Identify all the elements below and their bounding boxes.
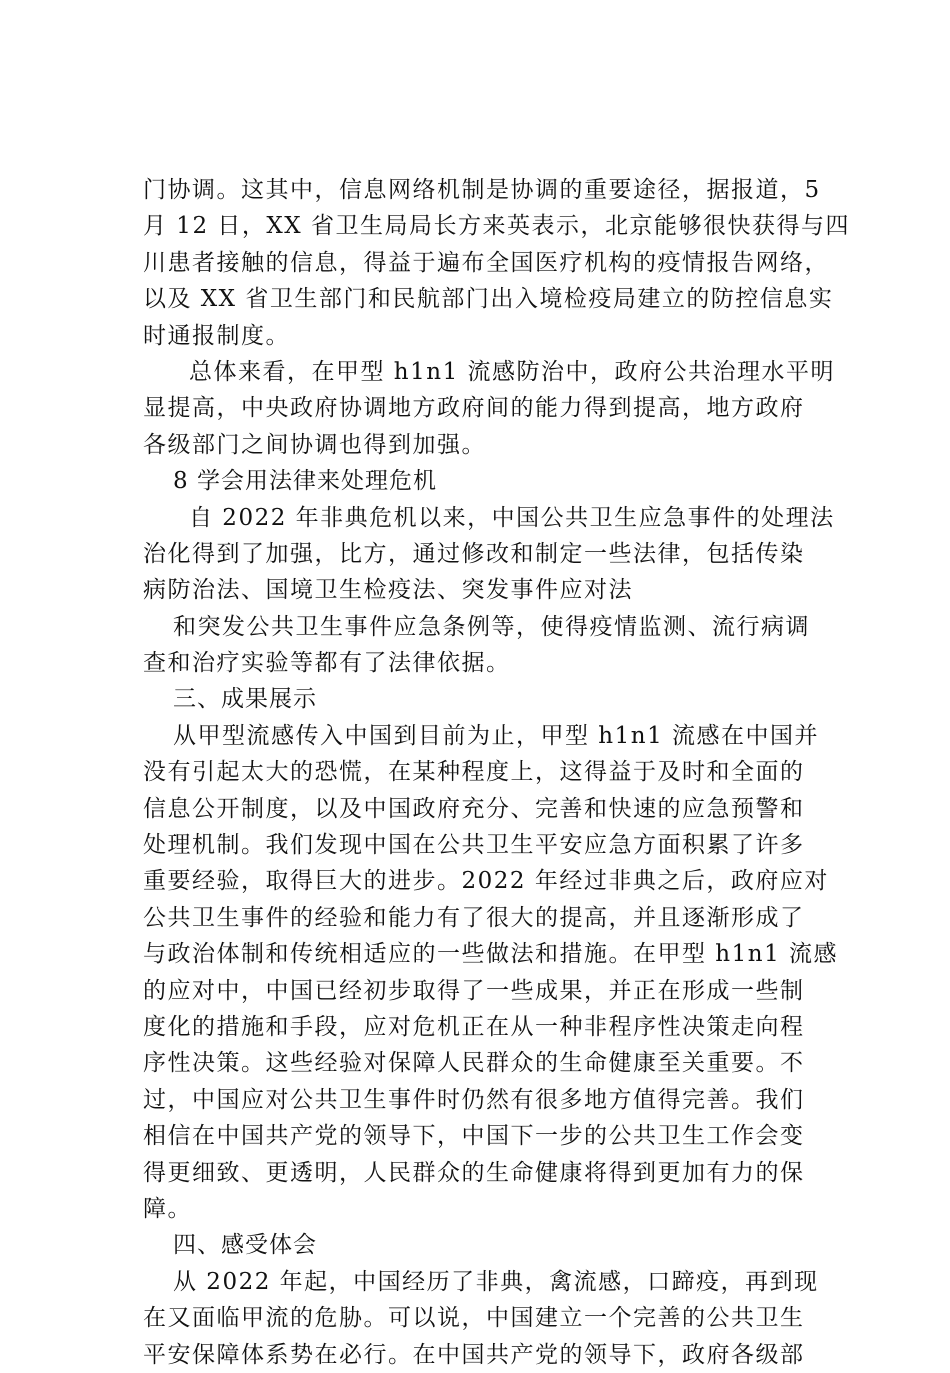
text-line: 从 2022 年起，中国经历了非典，禽流感，口蹄疫，再到现	[173, 1268, 819, 1295]
text-line: 的应对中，中国已经初步取得了一些成果，并正在形成一些制	[143, 977, 805, 1004]
text-line: 从甲型流感传入中国到目前为止，甲型 h1n1 流感在中国并	[173, 722, 820, 749]
text-line: 治化得到了加强，比方，通过修改和制定一些法律，包括传染	[143, 540, 805, 567]
text-line: 显提高，中央政府协调地方政府间的能力得到提高，地方政府	[143, 395, 805, 422]
body-text	[143, 172, 850, 1373]
text-line: 以及 XX 省卫生部门和民航部门出入境检疫局建立的防控信息实	[143, 286, 834, 313]
text-line: 信息公开制度，以及中国政府充分、完善和快速的应急预警和	[143, 795, 805, 822]
text-line: 在又面临甲流的危胁。可以说，中国建立一个完善的公共卫生	[143, 1305, 805, 1332]
text-line: 障。	[143, 1195, 192, 1222]
text-line: 平安保障体系势在必行。在中国共产党的领导下，政府各级部	[143, 1341, 805, 1368]
section-heading: 8 学会用法律来处理危机	[173, 468, 437, 495]
text-line: 自 2022 年非典危机以来，中国公共卫生应急事件的处理法	[189, 504, 835, 531]
text-line: 重要经验，取得巨大的进步。2022 年经过非典之后，政府应对	[143, 868, 829, 895]
text-line: 序性决策。这些经验对保障人民群众的生命健康至关重要。不	[143, 1050, 805, 1077]
text-line: 度化的措施和手段，应对危机正在从一种非程序性决策走向程	[143, 1013, 805, 1040]
text-line: 川患者接触的信息，得益于遍布全国医疗机构的疫情报告网络，	[143, 249, 829, 276]
text-line: 处理机制。我们发现中国在公共卫生平安应急方面积累了许多	[143, 832, 805, 859]
text-line: 各级部门之间协调也得到加强。	[143, 431, 486, 458]
text-line: 月 12 日，XX 省卫生局局长方来英表示，北京能够很快获得与四	[143, 213, 850, 240]
text-line: 相信在中国共产党的领导下，中国下一步的公共卫生工作会变	[143, 1123, 805, 1150]
text-line: 公共卫生事件的经验和能力有了很大的提高，并且逐渐形成了	[143, 904, 805, 931]
text-line: 病防治法、国境卫生检疫法、突发事件应对法	[143, 577, 633, 604]
text-line: 时通报制度。	[143, 322, 290, 349]
text-line: 查和治疗实验等都有了法律依据。	[143, 650, 511, 677]
text-line: 没有引起太大的恐慌，在某种程度上，这得益于及时和全面的	[143, 759, 805, 786]
text-line: 门协调。这其中，信息网络机制是协调的重要途径，据报道，5	[143, 177, 821, 203]
section-heading: 四、感受体会	[173, 1232, 317, 1259]
text-line: 过，中国应对公共卫生事件时仍然有很多地方值得完善。我们	[143, 1086, 805, 1113]
section-heading: 三、成果展示	[173, 686, 317, 713]
text-line: 和突发公共卫生事件应急条例等，使得疫情监测、流行病调	[173, 613, 810, 640]
text-line: 总体来看，在甲型 h1n1 流感防治中，政府公共治理水平明	[189, 358, 836, 385]
text-line: 与政治体制和传统相适应的一些做法和措施。在甲型 h1n1 流感	[143, 941, 839, 968]
text-line: 得更细致、更透明，人民群众的生命健康将得到更加有力的保	[143, 1159, 805, 1186]
